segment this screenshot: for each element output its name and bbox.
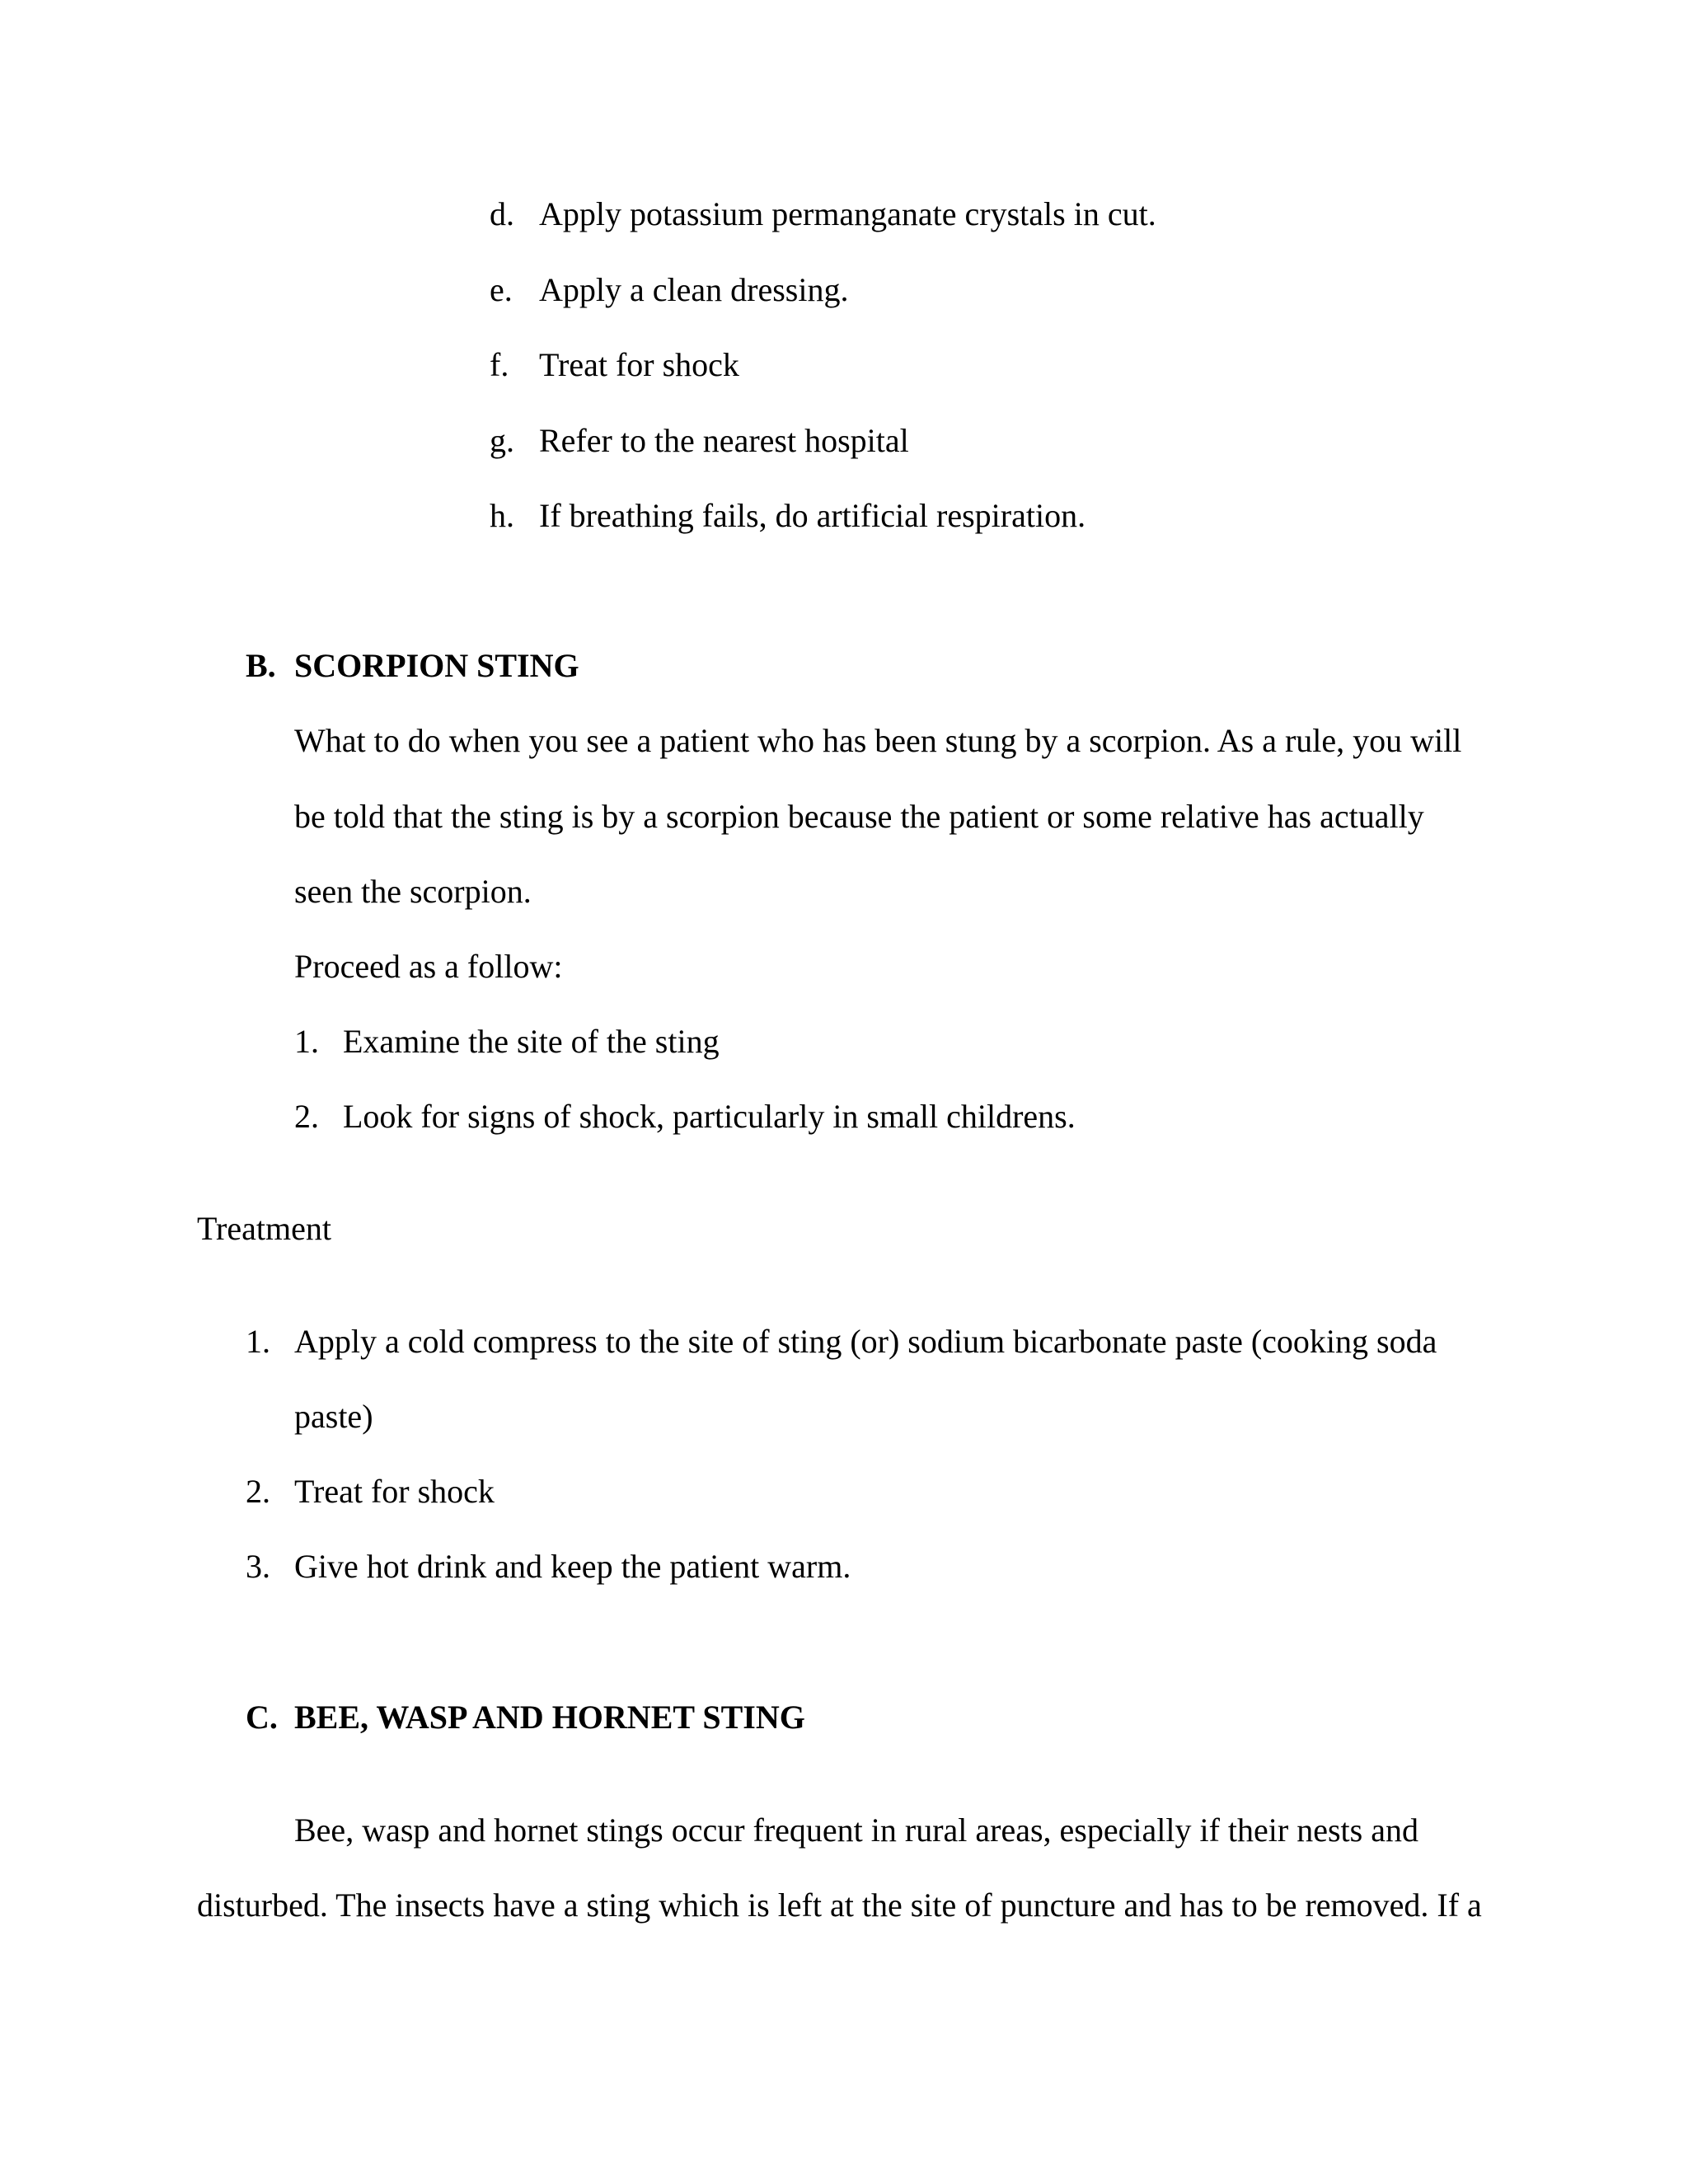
- section-heading: SCORPION STING: [294, 647, 579, 684]
- list-item: Apply potassium permanganate crystals in cut.: [539, 195, 1156, 232]
- list-item: Apply a clean dressing.: [539, 271, 849, 308]
- list-marker: f.: [490, 346, 509, 383]
- section-marker: C.: [246, 1699, 278, 1736]
- paragraph-line: Bee, wasp and hornet stings occur frequent in rural areas, especially if their nests and: [294, 1811, 1418, 1849]
- list-marker: 2.: [246, 1473, 270, 1510]
- list-item: If breathing fails, do artificial respiration.: [539, 497, 1086, 534]
- list-item-continuation: paste): [294, 1398, 373, 1435]
- list-marker: 2.: [294, 1098, 319, 1135]
- paragraph-line: be told that the sting is by a scorpion because the patient or some relative has actually: [294, 798, 1424, 835]
- paragraph-line: disturbed. The insects have a sting which is left at the site of puncture and has to be removed. If a: [197, 1886, 1482, 1924]
- list-marker: d.: [490, 195, 514, 232]
- list-marker: e.: [490, 271, 513, 308]
- list-marker: 1.: [246, 1323, 270, 1360]
- treatment-heading: Treatment: [197, 1210, 331, 1247]
- list-marker: g.: [490, 422, 514, 459]
- list-marker: h.: [490, 497, 514, 534]
- section-heading: BEE, WASP AND HORNET STING: [294, 1699, 805, 1736]
- list-item: Look for signs of shock, particularly in small childrens.: [343, 1098, 1076, 1135]
- list-item: Treat for shock: [294, 1473, 495, 1510]
- list-item: Examine the site of the sting: [343, 1023, 720, 1060]
- section-marker: B.: [246, 647, 276, 684]
- paragraph-line: What to do when you see a patient who has been stung by a scorpion. As a rule, you will: [294, 722, 1462, 759]
- list-marker: 1.: [294, 1023, 319, 1060]
- list-item: Give hot drink and keep the patient warm.: [294, 1548, 851, 1585]
- paragraph-line: seen the scorpion.: [294, 873, 532, 910]
- proceed-text: Proceed as a follow:: [294, 948, 563, 985]
- list-item: Treat for shock: [539, 346, 739, 383]
- list-item: Refer to the nearest hospital: [539, 422, 909, 459]
- list-marker: 3.: [246, 1548, 270, 1585]
- list-item: Apply a cold compress to the site of sting (or) sodium bicarbonate paste (cooking soda: [294, 1323, 1437, 1360]
